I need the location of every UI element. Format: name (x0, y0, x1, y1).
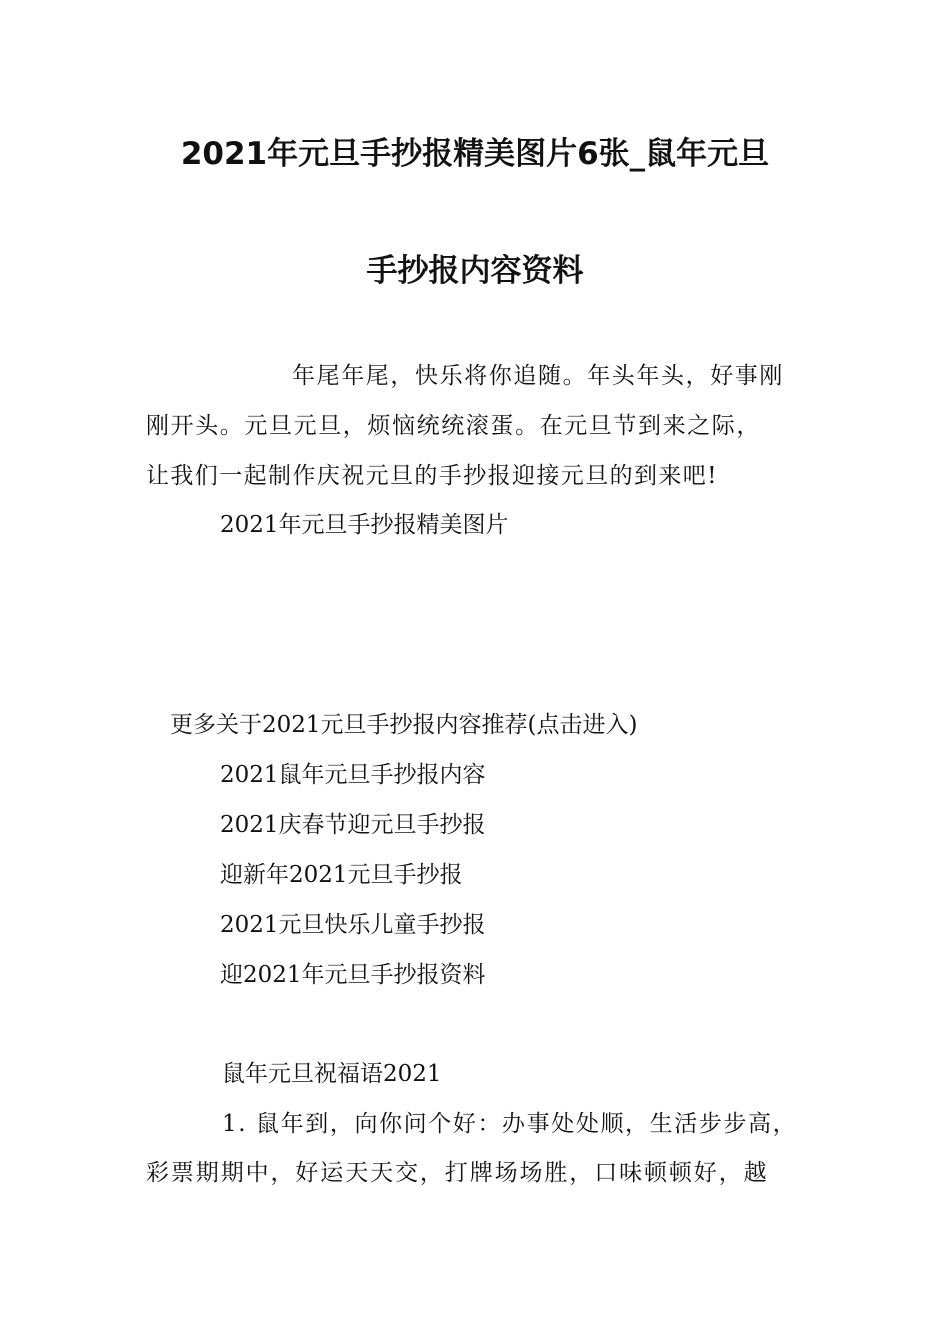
intro-paragraph-line-1: 年尾年尾，快乐将你追随。年头年头，好事刚 (292, 363, 784, 389)
related-link[interactable]: 迎2021年元旦手抄报资料 (220, 962, 486, 988)
related-link[interactable]: 2021元旦快乐儿童手抄报 (220, 912, 486, 938)
image-caption: 2021年元旦手抄报精美图片 (220, 512, 509, 538)
document-title-line-2: 手抄报内容资料 (366, 253, 584, 289)
blessing-item-line-1: 1. 鼠年到，向你问个好：办事处处顺，生活步步高， (222, 1111, 798, 1137)
intro-paragraph-line-3: 让我们一起制作庆祝元旦的手抄报迎接元旦的到来吧! (146, 463, 718, 489)
related-link[interactable]: 2021鼠年元旦手抄报内容 (220, 762, 486, 788)
related-link[interactable]: 迎新年2021元旦手抄报 (220, 862, 463, 888)
blessing-item-line-2: 彩票期期中，好运天天交，打牌场场胜，口味顿顿好，越 (146, 1160, 769, 1186)
related-link[interactable]: 2021庆春节迎元旦手抄报 (220, 812, 486, 838)
intro-paragraph-line-2: 刚开头。元旦元旦，烦恼统统滚蛋。在元旦节到来之际， (146, 413, 761, 439)
blessings-heading: 鼠年元旦祝福语2021 (222, 1061, 442, 1087)
more-links-heading: 更多关于2021元旦手抄报内容推荐(点击进入) (170, 712, 638, 738)
document-title-line-1: 2021年元旦手抄报精美图片6张_鼠年元旦 (180, 136, 770, 172)
